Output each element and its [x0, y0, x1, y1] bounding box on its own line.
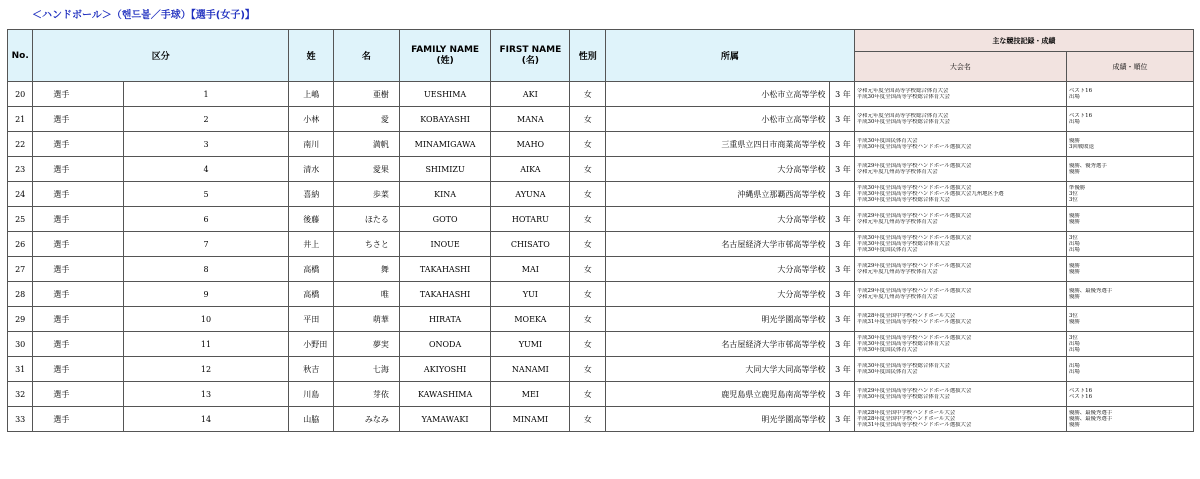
row-number: 13 — [123, 382, 289, 407]
header-first-name-label: FIRST NAME — [499, 44, 562, 55]
row-sei: 高橋 — [289, 282, 334, 307]
row-number: 6 — [123, 207, 289, 232]
tournament-line: 平成30年度全国高等学校ハンドボール選抜大会 — [856, 144, 972, 150]
row-first-name: AIKA — [491, 157, 570, 182]
row-no: 30 — [8, 332, 33, 357]
header-family-name-sub: (姓) — [436, 55, 454, 66]
result-line: 優勝 — [1068, 212, 1080, 219]
row-tournaments — [854, 307, 1066, 332]
row-results — [1066, 282, 1193, 307]
result-line: 3位 — [1068, 197, 1078, 204]
result-line: 出場 — [1068, 119, 1080, 125]
row-gender: 女 — [570, 207, 606, 232]
tournament-line: 平成30年度全国高等学校ハンドボール選抜大会 — [856, 184, 972, 191]
row-sei: 上嶋 — [289, 82, 334, 107]
table-row — [8, 157, 1194, 182]
row-sei: 小林 — [289, 107, 334, 132]
row-no: 28 — [8, 282, 33, 307]
table-row — [8, 332, 1194, 357]
table-row — [8, 207, 1194, 232]
row-gender: 女 — [570, 157, 606, 182]
table-row — [8, 282, 1194, 307]
row-grade: 3 年 — [830, 182, 854, 207]
row-kubun: 選手 — [33, 182, 123, 207]
row-grade: 3 年 — [830, 357, 854, 382]
row-number: 9 — [123, 282, 289, 307]
result-line: 出場 — [1068, 347, 1080, 354]
row-number: 11 — [123, 332, 289, 357]
row-kubun: 選手 — [33, 232, 123, 257]
header-result: 成績・順位 — [1066, 52, 1193, 82]
row-kubun: 選手 — [33, 332, 123, 357]
header-mei: 名 — [333, 30, 399, 82]
row-gender: 女 — [570, 382, 606, 407]
result-line: 出場 — [1068, 247, 1080, 254]
row-kubun: 選手 — [33, 307, 123, 332]
row-mei: みなみ — [333, 407, 399, 432]
row-school: 大分高等学校 — [606, 207, 830, 232]
tournament-line: 平成30年度全国高等学校総合体育大会 — [856, 119, 950, 125]
row-school: 沖縄県立那覇西高等学校 — [606, 182, 830, 207]
row-school: 大分高等学校 — [606, 282, 830, 307]
row-family-name: AKIYOSHI — [399, 357, 490, 382]
tournament-line: 平成31年度全国高等学校ハンドボール選抜大会 — [856, 422, 972, 429]
tournament-line: 平成28年度全国中学校ハンドボール大会 — [856, 415, 956, 422]
result-line: ベスト16 — [1068, 387, 1093, 394]
row-school: 明光学園高等学校 — [606, 307, 830, 332]
row-kubun: 選手 — [33, 157, 123, 182]
row-kubun: 選手 — [33, 107, 123, 132]
row-mei: 芽依 — [333, 382, 399, 407]
row-number: 7 — [123, 232, 289, 257]
table-row — [8, 82, 1194, 107]
row-number: 12 — [123, 357, 289, 382]
row-family-name: INOUE — [399, 232, 490, 257]
tournament-line: 平成30年度全国高等学校総合体育大会 — [856, 394, 950, 400]
row-tournaments — [854, 107, 1066, 132]
header-family-name — [399, 30, 490, 82]
tournament-line: 平成29年度全国高等学校ハンドボール選抜大会 — [856, 387, 972, 394]
row-tournaments — [854, 332, 1066, 357]
row-first-name: MEI — [491, 382, 570, 407]
tournament-line: 令和元年度九州高等学校体育大会 — [856, 294, 938, 300]
result-line: 優勝 — [1068, 269, 1080, 275]
header-tournament: 大会名 — [854, 52, 1066, 82]
row-mei: 満帆 — [333, 132, 399, 157]
row-number: 8 — [123, 257, 289, 282]
row-results — [1066, 157, 1193, 182]
row-kubun: 選手 — [33, 207, 123, 232]
tournament-line: 平成29年度全国高等学校ハンドボール選抜大会 — [856, 287, 972, 294]
tournament-line: 平成29年度全国高等学校ハンドボール選抜大会 — [856, 162, 972, 169]
result-line: 3位 — [1068, 234, 1078, 241]
row-first-name: AYUNA — [491, 182, 570, 207]
row-first-name: NANAMI — [491, 357, 570, 382]
row-gender: 女 — [570, 357, 606, 382]
result-line: 優勝、最優秀選手 — [1068, 409, 1113, 416]
row-no: 22 — [8, 132, 33, 157]
row-gender: 女 — [570, 332, 606, 357]
tournament-line: 平成28年度全国中学校ハンドボール大会 — [856, 409, 956, 416]
row-grade: 3 年 — [830, 82, 854, 107]
result-line: 出場 — [1068, 369, 1080, 375]
tournament-line: 平成29年度全国高等学校ハンドボール選抜大会 — [856, 212, 972, 219]
result-line: 優勝 — [1068, 422, 1080, 429]
tournament-line: 平成28年度全国中学校ハンドボール大会 — [856, 312, 956, 319]
row-tournaments — [854, 182, 1066, 207]
row-no: 25 — [8, 207, 33, 232]
row-results — [1066, 107, 1193, 132]
result-line: 優勝 — [1068, 319, 1080, 325]
row-kubun: 選手 — [33, 257, 123, 282]
row-mei: 萌華 — [333, 307, 399, 332]
row-results — [1066, 82, 1193, 107]
row-school: 名古屋経済大学市邨高等学校 — [606, 332, 830, 357]
result-line: 出場 — [1068, 340, 1080, 347]
tournament-line: 令和元年度九州高等学校体育大会 — [856, 269, 938, 275]
row-sei: 喜納 — [289, 182, 334, 207]
row-mei: ほたる — [333, 207, 399, 232]
row-first-name: AKI — [491, 82, 570, 107]
result-line: ベスト16 — [1068, 87, 1093, 94]
row-first-name: YUI — [491, 282, 570, 307]
row-school: 大分高等学校 — [606, 257, 830, 282]
row-mei: 七海 — [333, 357, 399, 382]
row-sei: 高橋 — [289, 257, 334, 282]
row-school: 明光学園高等学校 — [606, 407, 830, 432]
row-results — [1066, 257, 1193, 282]
row-no: 32 — [8, 382, 33, 407]
result-line: ベスト16 — [1068, 394, 1093, 400]
row-family-name: TAKAHASHI — [399, 282, 490, 307]
result-line: ベスト16 — [1068, 112, 1093, 119]
table-row — [8, 107, 1194, 132]
row-first-name: MANA — [491, 107, 570, 132]
row-family-name: KOBAYASHI — [399, 107, 490, 132]
header-records: 主な競技記録・成績 — [854, 30, 1193, 52]
row-gender: 女 — [570, 307, 606, 332]
row-number: 1 — [123, 82, 289, 107]
row-grade: 3 年 — [830, 382, 854, 407]
result-line: 3位 — [1068, 334, 1078, 341]
row-gender: 女 — [570, 232, 606, 257]
tournament-line: 平成30年度全国高等学校総合体育大会 — [856, 94, 950, 100]
result-line: 出場 — [1068, 362, 1080, 369]
row-mei: 夢実 — [333, 332, 399, 357]
row-first-name: HOTARU — [491, 207, 570, 232]
row-tournaments — [854, 232, 1066, 257]
row-family-name: KAWASHIMA — [399, 382, 490, 407]
row-number: 10 — [123, 307, 289, 332]
row-sei: 平田 — [289, 307, 334, 332]
row-school: 鹿児島県立鹿児島南高等学校 — [606, 382, 830, 407]
row-kubun: 選手 — [33, 132, 123, 157]
row-no: 29 — [8, 307, 33, 332]
result-line: 優勝 — [1068, 262, 1080, 269]
row-sei: 井上 — [289, 232, 334, 257]
row-grade: 3 年 — [830, 257, 854, 282]
row-gender: 女 — [570, 107, 606, 132]
row-kubun: 選手 — [33, 407, 123, 432]
header-no: No. — [8, 30, 33, 82]
row-tournaments — [854, 282, 1066, 307]
row-sei: 小野田 — [289, 332, 334, 357]
result-line: 出場 — [1068, 94, 1080, 100]
row-first-name: CHISATO — [491, 232, 570, 257]
tournament-line: 平成30年度国民体育大会 — [856, 347, 918, 354]
row-grade: 3 年 — [830, 332, 854, 357]
row-family-name: GOTO — [399, 207, 490, 232]
row-kubun: 選手 — [33, 382, 123, 407]
result-line: 優勝 — [1068, 137, 1080, 144]
table-row — [8, 307, 1194, 332]
row-sei: 川島 — [289, 382, 334, 407]
result-line: 優勝 — [1068, 294, 1080, 300]
row-sei: 山脇 — [289, 407, 334, 432]
row-mei: 唯 — [333, 282, 399, 307]
row-no: 23 — [8, 157, 33, 182]
row-tournaments — [854, 82, 1066, 107]
tournament-line: 平成30年度全国高等学校ハンドボール選抜大会九州地区予選 — [856, 190, 1004, 197]
row-results — [1066, 207, 1193, 232]
row-results — [1066, 357, 1193, 382]
header-sei: 姓 — [289, 30, 334, 82]
row-first-name: YUMI — [491, 332, 570, 357]
row-first-name: MINAMI — [491, 407, 570, 432]
result-line: 優勝 — [1068, 219, 1080, 225]
row-gender: 女 — [570, 82, 606, 107]
row-family-name: UESHIMA — [399, 82, 490, 107]
row-kubun: 選手 — [33, 357, 123, 382]
row-first-name: MAHO — [491, 132, 570, 157]
row-number: 3 — [123, 132, 289, 157]
row-kubun: 選手 — [33, 82, 123, 107]
row-results — [1066, 132, 1193, 157]
row-tournaments — [854, 357, 1066, 382]
tournament-line: 平成30年度全国高等学校ハンドボール選抜大会 — [856, 334, 972, 341]
row-no: 33 — [8, 407, 33, 432]
row-grade: 3 年 — [830, 207, 854, 232]
row-school: 小松市立高等学校 — [606, 107, 830, 132]
table-row — [8, 132, 1194, 157]
header-gender: 性別 — [570, 30, 606, 82]
row-gender: 女 — [570, 257, 606, 282]
row-school: 名古屋経済大学市邨高等学校 — [606, 232, 830, 257]
row-sei: 後藤 — [289, 207, 334, 232]
row-sei: 清水 — [289, 157, 334, 182]
result-line: 優勝、最優秀選手 — [1068, 287, 1113, 294]
tournament-line: 平成30年度国民体育大会 — [856, 247, 918, 254]
header-first-name-sub: (名) — [521, 55, 539, 66]
table-row — [8, 382, 1194, 407]
tournament-line: 令和元年度全国高等学校総合体育大会 — [856, 112, 949, 119]
row-grade: 3 年 — [830, 107, 854, 132]
row-no: 20 — [8, 82, 33, 107]
result-line: 優勝 — [1068, 169, 1080, 175]
row-gender: 女 — [570, 132, 606, 157]
tournament-line: 令和元年度全国高等学校総合体育大会 — [856, 87, 949, 94]
row-gender: 女 — [570, 182, 606, 207]
row-tournaments — [854, 207, 1066, 232]
tournament-line: 令和元年度九州高等学校体育大会 — [856, 219, 938, 225]
tournament-line: 令和元年度九州高等学校体育大会 — [856, 169, 938, 175]
row-school: 小松市立高等学校 — [606, 82, 830, 107]
row-school: 大同大学大同高等学校 — [606, 357, 830, 382]
athlete-table — [7, 29, 1194, 432]
row-grade: 3 年 — [830, 407, 854, 432]
row-number: 2 — [123, 107, 289, 132]
result-line: 3回戦敗退 — [1068, 144, 1094, 150]
row-grade: 3 年 — [830, 232, 854, 257]
row-number: 5 — [123, 182, 289, 207]
row-number: 14 — [123, 407, 289, 432]
row-tournaments — [854, 257, 1066, 282]
row-mei: 舞 — [333, 257, 399, 282]
row-school: 大分高等学校 — [606, 157, 830, 182]
row-family-name: MINAMIGAWA — [399, 132, 490, 157]
tournament-line: 平成30年度全国高等学校ハンドボール選抜大会 — [856, 234, 972, 241]
table-row — [8, 232, 1194, 257]
header-first-name — [491, 30, 570, 82]
row-mei: 愛 — [333, 107, 399, 132]
tournament-line: 平成30年度国民体育大会 — [856, 137, 918, 144]
row-no: 26 — [8, 232, 33, 257]
row-gender: 女 — [570, 407, 606, 432]
tournament-line: 平成30年度全国高等学校総合体育大会 — [856, 340, 950, 347]
row-gender: 女 — [570, 282, 606, 307]
result-line: 出場 — [1068, 240, 1080, 247]
row-no: 21 — [8, 107, 33, 132]
row-mei: 歩菜 — [333, 182, 399, 207]
tournament-line: 平成29年度全国高等学校ハンドボール選抜大会 — [856, 262, 972, 269]
row-results — [1066, 232, 1193, 257]
page-title: ＜ハンドボール＞（핸드볼／手球）【選手(女子)】 — [32, 10, 255, 21]
table-row — [8, 357, 1194, 382]
row-no: 31 — [8, 357, 33, 382]
row-results — [1066, 332, 1193, 357]
row-family-name: HIRATA — [399, 307, 490, 332]
row-family-name: KINA — [399, 182, 490, 207]
result-line: 3位 — [1068, 312, 1078, 319]
row-sei: 秋吉 — [289, 357, 334, 382]
row-kubun: 選手 — [33, 282, 123, 307]
row-first-name: MAI — [491, 257, 570, 282]
table-row — [8, 182, 1194, 207]
row-first-name: MOEKA — [491, 307, 570, 332]
result-line: 準優勝 — [1068, 184, 1086, 191]
table-body — [8, 82, 1194, 432]
header-family-name-label: FAMILY NAME — [411, 44, 480, 55]
result-line: 優勝、最優秀選手 — [1068, 415, 1113, 422]
row-results — [1066, 382, 1193, 407]
row-family-name: YAMAWAKI — [399, 407, 490, 432]
row-sei: 南川 — [289, 132, 334, 157]
table-row — [8, 257, 1194, 282]
row-family-name: SHIMIZU — [399, 157, 490, 182]
row-mei: 亜樹 — [333, 82, 399, 107]
tournament-line: 平成31年度全国高等学校ハンドボール選抜大会 — [856, 319, 972, 325]
row-tournaments — [854, 407, 1066, 432]
row-school: 三重県立四日市商業高等学校 — [606, 132, 830, 157]
row-results — [1066, 307, 1193, 332]
row-results — [1066, 407, 1193, 432]
row-grade: 3 年 — [830, 157, 854, 182]
row-grade: 3 年 — [830, 307, 854, 332]
tournament-line: 平成30年度全国高等学校総合体育大会 — [856, 197, 950, 204]
row-tournaments — [854, 132, 1066, 157]
row-tournaments — [854, 157, 1066, 182]
header-kubun: 区分 — [33, 30, 289, 82]
tournament-line: 平成30年度全国高等学校総合体育大会 — [856, 362, 950, 369]
row-mei: 愛果 — [333, 157, 399, 182]
row-no: 24 — [8, 182, 33, 207]
row-mei: ちさと — [333, 232, 399, 257]
row-tournaments — [854, 382, 1066, 407]
result-line: 3位 — [1068, 190, 1078, 197]
row-grade: 3 年 — [830, 132, 854, 157]
row-number: 4 — [123, 157, 289, 182]
result-line: 優勝、優秀選手 — [1068, 162, 1107, 169]
tournament-line: 平成30年度全国高等学校総合体育大会 — [856, 240, 950, 247]
tournament-line: 平成30年度国民体育大会 — [856, 369, 918, 375]
row-family-name: TAKAHASHI — [399, 257, 490, 282]
header-affiliation: 所属 — [606, 30, 855, 82]
row-no: 27 — [8, 257, 33, 282]
table-row — [8, 407, 1194, 432]
row-grade: 3 年 — [830, 282, 854, 307]
row-results — [1066, 182, 1193, 207]
row-family-name: ONODA — [399, 332, 490, 357]
